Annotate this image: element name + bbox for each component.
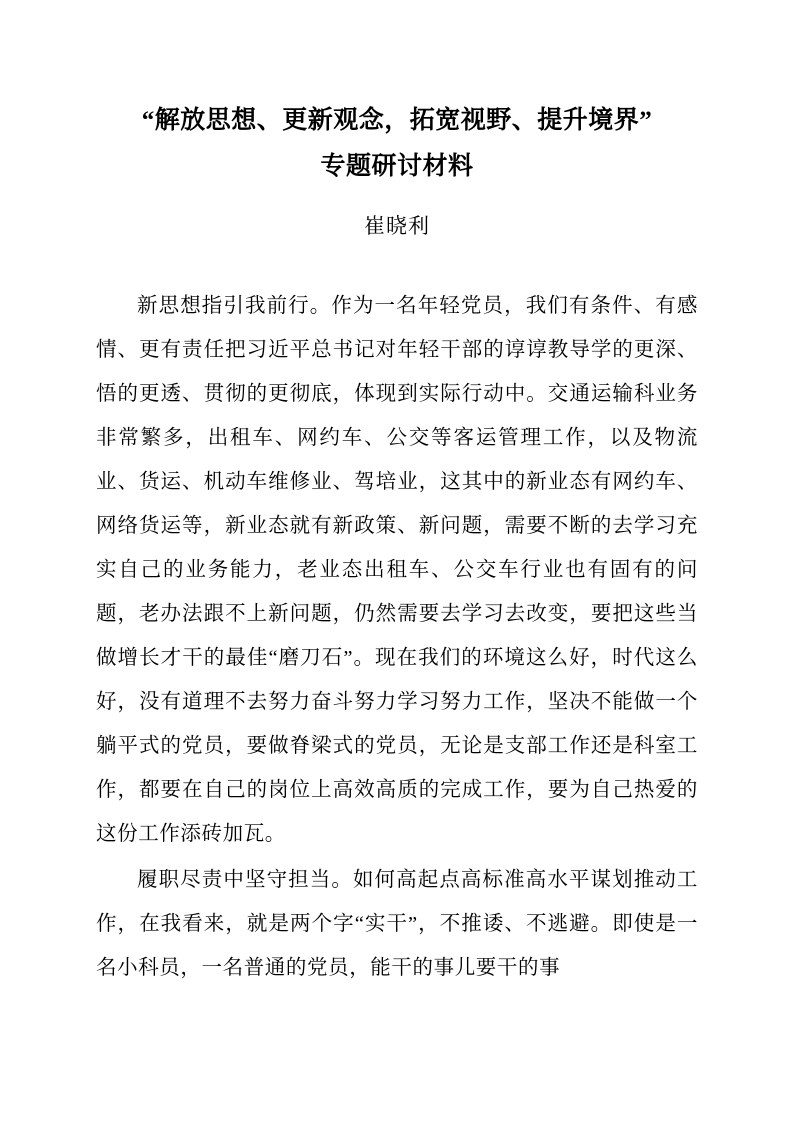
author-name: 崔晓利 bbox=[364, 214, 430, 238]
page-title-line-2: 专题研讨材料 bbox=[320, 153, 474, 180]
document-body bbox=[96, 284, 698, 990]
page-title-line-1: “解放思想、更新观念，拓宽视野、提升境界” bbox=[141, 107, 653, 134]
paragraph: 新思想指引我前行。作为一名年轻党员，我们有条件、有感情、更有责任把习近平总书记对年轻干部的谆谆教导学的更深、悟的更透、贯彻的更彻底，体现到实际行动中。交通运输科业务非常繁多，出租车、网约车、公交等客运管理工作，以及物流业、货运、机动车维修业、驾培业，这其中的新业态有网约车、网络货运等，新业态就有新政策、新问题，需要不断的去学习充实自己的业务能力，老业态出租车、公交车行业也有固有的问题，老办法跟不上新问题，仍然需要去学习去改变，要把这些当做增长才干的最佳“磨刀石”。现在我们的环境这么好，时代这么好，没有道理不去努力奋斗努力学习努力工作，坚决不能做一个躺平式的党员，要做脊梁式的党员，无论是支部工作还是科室工作，都要在自己的岗位上高效高质的完成工作，要为自己热爱的这份工作添砖加瓦。 bbox=[96, 295, 698, 845]
paragraph: 履职尽责中坚守担当。如何高起点高标准高水平谋划推动工作，在我看来，就是两个字“实干”，不推诿、不逃避。即使是一名小科员，一名普通的党员，能干的事儿要干的事 bbox=[96, 869, 698, 979]
page-title bbox=[96, 98, 698, 190]
